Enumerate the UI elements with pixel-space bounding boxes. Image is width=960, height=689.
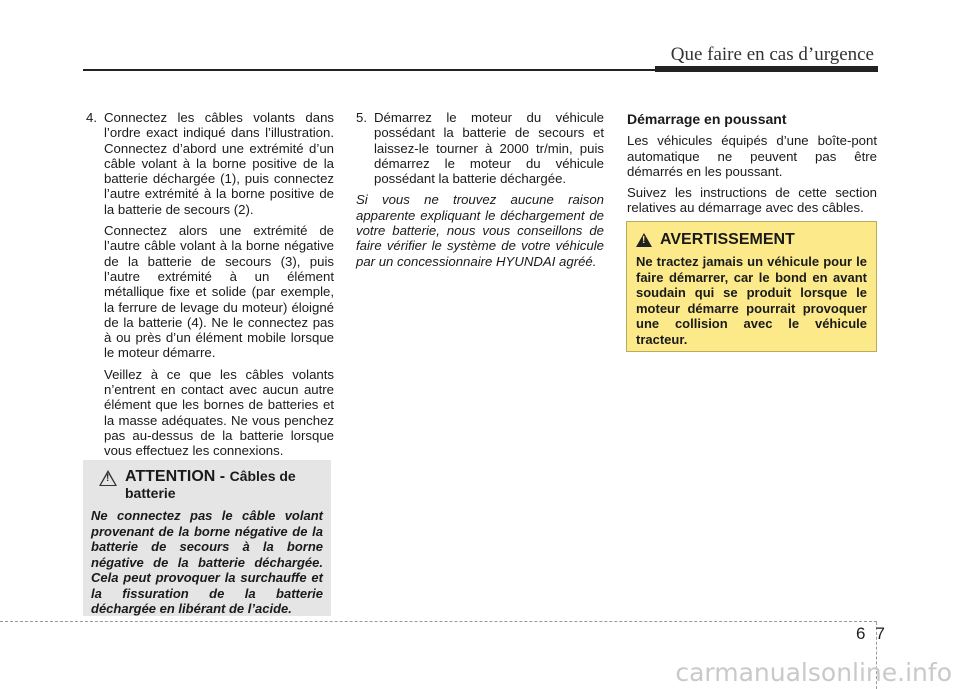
attention-box — [83, 460, 331, 616]
warning-box — [626, 221, 877, 352]
dealer-note: Si vous ne trouvez aucune raison apparente expliquant le déchargement de votre batterie, nous vous conseillons de faire vérifier le système de votre véhicule par un concessionnaire HYUNDAI agréé. — [356, 192, 604, 269]
section-title: Que faire en cas d’urgence — [670, 44, 874, 65]
attention-body: Ne connectez pas le câble volant provenant de la borne négative de la batterie de secours à la borne négative de la batterie déchargée. Cela peut provoquer la surchauffe et la fissuration de la batterie déchargée en libérant de l’acide. — [91, 508, 323, 616]
page-number-value: 7 — [875, 624, 885, 643]
attention-heading — [125, 468, 323, 502]
caution-triangle-outline-icon — [99, 470, 117, 486]
attention-subtitle: Câbles de batterie — [125, 468, 296, 501]
watermark: carmanualsonline.info — [675, 658, 952, 687]
header-rule-accent — [655, 66, 878, 72]
page-number — [856, 624, 885, 644]
column-left — [86, 110, 334, 465]
section-number: 6 — [856, 624, 866, 643]
column-middle — [356, 110, 604, 275]
step-4-paragraph-1: Connectez les câbles volants dans l’ordre exact indiqué dans l’illustration. Connectez d’abord une extrémité d’un câble volant à la borne positive de la batterie déchargée (1), puis connectez l’autre extrémité à la borne positive de la batterie de secours (2). — [104, 110, 334, 217]
attention-title: ATTENTION - — [125, 468, 230, 485]
push-start-heading: Démarrage en poussant — [627, 111, 787, 127]
attention-header — [91, 468, 323, 502]
step-4-paragraph-3: Veillez à ce que les câbles volants n’entrent en contact avec aucun autre élément que les bornes de batteries et la masse adéquates. Ne vous penchez pas au-dessus de la batterie lorsque vous effectuez les connexions. — [104, 366, 334, 459]
push-start-paragraph-2: Suivez les instructions de cette section relatives au démarrage avec des câbles. — [627, 185, 877, 216]
column-right — [627, 110, 877, 222]
step-number: 4. — [86, 110, 97, 125]
push-start-paragraph-1: Les véhicules équipés d’une boîte-pont automatique ne peuvent pas être démarrés en les poussant. — [627, 133, 877, 179]
warning-header — [636, 231, 867, 249]
step-4 — [86, 110, 334, 459]
footer-rule — [0, 621, 877, 622]
step-number: 5. — [356, 110, 367, 125]
warning-body: Ne tractez jamais un véhicule pour le faire démarrer, car le bond en avant soudain qui se produit lorsque le moteur démarre pourrait provoquer une collision avec le véhicule tracteur. — [636, 254, 867, 347]
warning-triangle-solid-icon — [636, 233, 652, 247]
step-4-paragraph-2: Connectez alors une extrémité de l’autre câble volant à la borne négative de la batterie de secours (3), puis l’autre extrémité à un élément métallique fixe et solide (par exemple, la ferrure de levage du moteur) éloigné de la batterie (4). Ne le connectez pas à ou près d’un élément mobile lorsque le moteur démarre. — [104, 223, 334, 361]
warning-title: AVERTISSEMENT — [660, 231, 795, 248]
step-5 — [356, 110, 604, 186]
step-5-paragraph: Démarrez le moteur du véhicule possédant la batterie de secours et laissez-le tourner à 2000 tr/min, puis démarrez le moteur du véhicule possédant la batterie déchargée. — [374, 110, 604, 187]
